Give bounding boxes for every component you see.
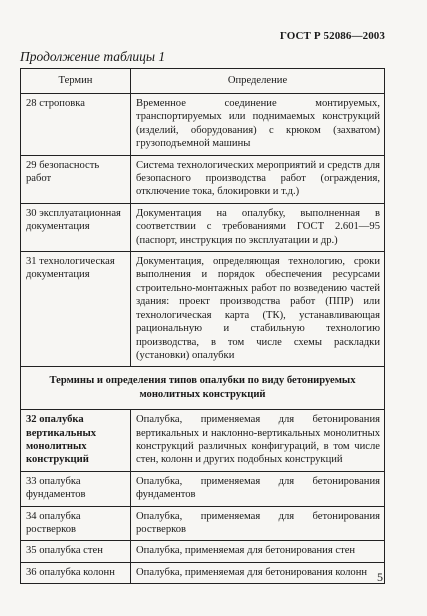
term-cell: 34 опалубка ростверков — [21, 506, 131, 541]
term-cell: 28 строповка — [21, 94, 131, 156]
table-header-row — [21, 69, 385, 94]
definition-cell: Опалубка, применяемая для бетонирования колонн — [131, 562, 385, 583]
section-header-row — [21, 367, 385, 410]
definition-cell: Документация, определяющая технологию, сроки выполнения и порядок обеспечения ресурсами строительно-монтажных работ по возведению частей здания: проект производства работ (ППР) или технологическая карта (ТК), устанавливающая рациональную и стабильную технологию производства, в том числе схемы раскладки (установки) опалубки — [131, 252, 385, 367]
table-row — [21, 562, 385, 583]
table-row — [21, 471, 385, 506]
term-cell: 33 опалубка фундаментов — [21, 471, 131, 506]
term-cell: 35 опалубка стен — [21, 541, 131, 562]
term-cell: 32 опалубка вертикальных монолитных конструкций — [21, 410, 131, 472]
page-number: 5 — [377, 570, 383, 584]
definition-cell: Опалубка, применяемая для бетонирования фундаментов — [131, 471, 385, 506]
definition-cell: Опалубка, применяемая для бетонирования стен — [131, 541, 385, 562]
table-row — [21, 541, 385, 562]
table-row — [21, 94, 385, 156]
definition-cell: Система технологических мероприятий и средств для безопасного производства работ (ограждения, отключение тока, блокировки и т.д.) — [131, 155, 385, 203]
section-title: Термины и определения типов опалубки по виду бетонируемых монолитных конструкций — [21, 367, 385, 410]
table-row — [21, 506, 385, 541]
column-header-term: Термин — [21, 69, 131, 94]
definition-cell: Временное соединение монтируемых, транспортируемых или поднимаемых конструкций (изделий, оборудования) с крюком (захватом) грузоподъемной машины — [131, 94, 385, 156]
table-row — [21, 203, 385, 251]
definition-cell: Опалубка, применяемая для бетонирования ростверков — [131, 506, 385, 541]
term-cell: 30 эксплуатационная документация — [21, 203, 131, 251]
term-cell: 29 безопасность работ — [21, 155, 131, 203]
definition-cell: Опалубка, применяемая для бетонирования вертикальных и наклонно-вертикальных монолитных конструкций различных конфигураций, в том числе стен, колонн и других подобных конструкций — [131, 410, 385, 472]
terms-table — [20, 68, 385, 584]
term-cell: 36 опалубка колонн — [21, 562, 131, 583]
table-row — [21, 155, 385, 203]
table-row — [21, 410, 385, 472]
definition-cell: Документация на опалубку, выполненная в соответствии с требованиями ГОСТ 2.601—95 (паспорт, инструкция по эксплуатации и др.) — [131, 203, 385, 251]
term-cell: 31 технологическая документация — [21, 252, 131, 367]
standard-number: ГОСТ Р 52086—2003 — [279, 30, 385, 42]
column-header-definition: Определение — [131, 69, 385, 94]
table-row — [21, 252, 385, 367]
table-continuation-caption: Продолжение таблицы 1 — [20, 49, 166, 64]
